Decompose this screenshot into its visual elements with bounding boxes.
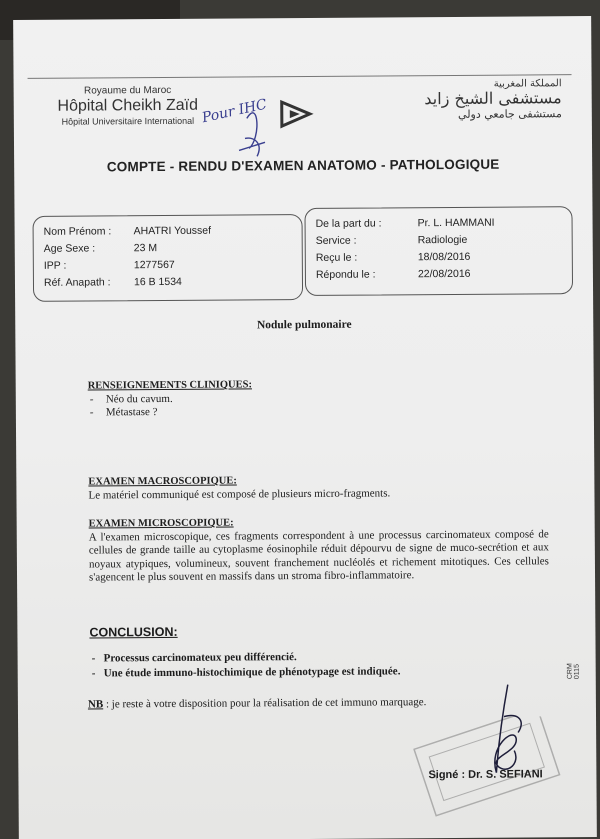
patient-row bbox=[44, 221, 292, 240]
macro-text: Le matériel communiqué est composé de plusieurs micro-fragments. bbox=[88, 486, 391, 502]
hospital-name-ar: مستشفى الشيخ زايد bbox=[424, 88, 562, 109]
micro-title: EXAMEN MICROSCOPIQUE: bbox=[88, 517, 234, 530]
nb-text: : je reste à votre disposition pour la réalisation de cet immuno marquage. bbox=[105, 696, 427, 711]
field-value: Radiologie bbox=[417, 233, 468, 246]
signature-line: Signé : Dr. S. SEFIANI bbox=[428, 768, 543, 782]
kingdom-label-ar: المملكة المغربية bbox=[493, 78, 562, 90]
hospital-name-fr: Hôpital Cheikh Zaïd bbox=[57, 96, 199, 115]
exam-subject: Nodule pulmonaire bbox=[256, 318, 352, 332]
patient-row bbox=[44, 238, 292, 257]
conclusion-title: CONCLUSION: bbox=[89, 624, 178, 640]
field-value: 1277567 bbox=[133, 258, 175, 271]
clinical-title: RENSEIGNEMENTS CLINIQUES: bbox=[87, 379, 252, 392]
handwritten-note-text: Pour IHC bbox=[200, 96, 269, 127]
form-code: CRM 0115 bbox=[566, 663, 581, 680]
field-label: Service : bbox=[315, 234, 357, 247]
list-item: - Métastase ? bbox=[88, 403, 548, 420]
hospital-subtitle-ar: مستشفى جامعي دولي bbox=[457, 107, 562, 121]
list-item: - Néo du cavum. bbox=[88, 390, 548, 407]
clinical-list bbox=[88, 390, 548, 420]
request-row bbox=[316, 213, 562, 232]
request-info-box bbox=[304, 206, 573, 296]
hospital-subtitle-fr: Hôpital Universitaire International bbox=[61, 115, 195, 127]
patient-row bbox=[44, 272, 292, 291]
field-label: Répondu le : bbox=[315, 268, 376, 281]
field-value: 16 B 1534 bbox=[133, 275, 182, 288]
macro-section bbox=[88, 472, 548, 502]
patient-row bbox=[44, 255, 292, 274]
field-label: De la part du : bbox=[315, 216, 382, 230]
field-label: Reçu le : bbox=[315, 251, 358, 264]
field-value: 18/08/2016 bbox=[417, 250, 471, 263]
macro-title: EXAMEN MACROSCOPIQUE: bbox=[88, 475, 237, 488]
field-label: Age Sexe : bbox=[43, 241, 96, 255]
field-label: Nom Prénom : bbox=[43, 224, 112, 238]
field-value: Pr. L. HAMMANI bbox=[417, 216, 495, 229]
patient-info-box bbox=[33, 214, 304, 302]
document-title: COMPTE - RENDU D'EXAMEN ANATOMO - PATHOLOGIQUE bbox=[106, 156, 500, 175]
list-item: - Une étude immuno-histochimique de phénotypage est indiquée. bbox=[90, 663, 550, 681]
hospital-header-ar bbox=[372, 78, 562, 121]
field-value: 23 M bbox=[133, 241, 158, 254]
nb-label: NB bbox=[87, 698, 104, 711]
field-value: 22/08/2016 bbox=[417, 267, 471, 280]
request-row bbox=[316, 230, 562, 249]
clinical-section bbox=[88, 376, 548, 420]
kingdom-label-fr: Royaume du Maroc bbox=[83, 84, 172, 97]
request-row bbox=[316, 264, 562, 283]
report-sheet bbox=[13, 16, 597, 839]
field-label: IPP : bbox=[43, 259, 67, 272]
field-label: Réf. Anapath : bbox=[43, 275, 111, 289]
micro-section bbox=[89, 514, 549, 585]
hospital-logo-icon bbox=[276, 94, 316, 134]
list-item: - Processus carcinomateux peu différencié. bbox=[90, 648, 550, 666]
nb-note bbox=[88, 696, 427, 710]
field-value: AHATRI Youssef bbox=[133, 224, 212, 237]
micro-text: A l'examen microscopique, ces fragments correspondent à une processus carcinomateux composé de cellules de grande taille au cytoplasme éosinophile réduit dépourvu de signe de muco-secrétion et aux noyaux atypiques, volumineux, souvent franchement nucléolés et richement mitotiques. Ces cellules s'agencent le plus souvent en massifs dans un stroma fibro-inflammatoire. bbox=[88, 527, 549, 584]
request-row bbox=[316, 247, 562, 266]
